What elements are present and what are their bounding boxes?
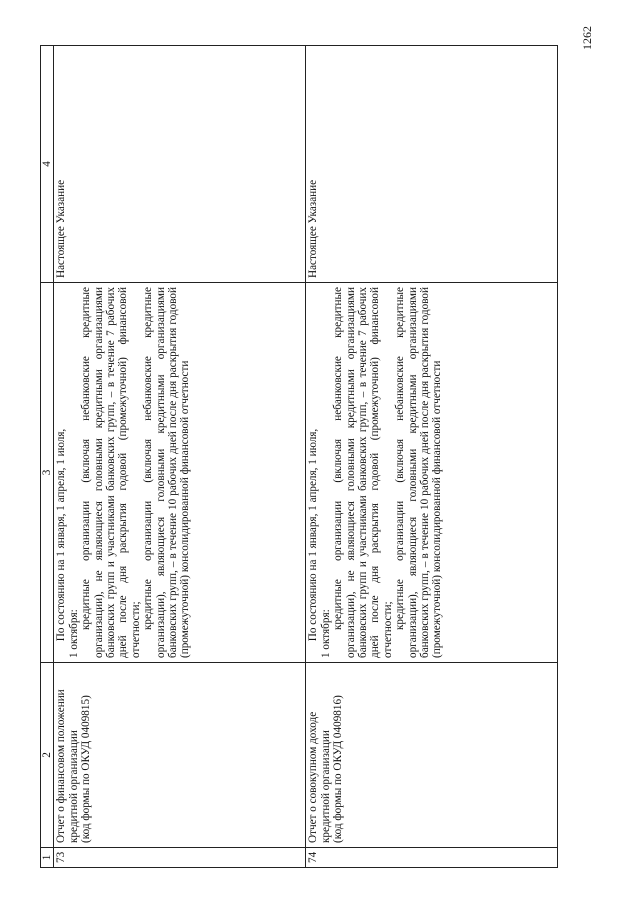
terms-paragraph: кредитные организации (включая небанковские кредитные организации), являющиеся головными кредитными организациями банковских групп, – в течение 10 рабочих дней после дня раскрытия годовой (промежуточной) консолидированной финансовой отчетности xyxy=(142,287,192,658)
form-code: (код формы по ОКУД 0409816) xyxy=(332,695,345,843)
reference-document: Настоящее Указание xyxy=(54,46,306,283)
terms-date: 1 октября: xyxy=(67,609,80,658)
column-header-1: 1 xyxy=(41,848,54,868)
column-header-2: 2 xyxy=(41,663,54,848)
column-header-4: 4 xyxy=(41,46,54,283)
terms-paragraph: кредитные организации (включая небанковские кредитные организации), являющиеся головными кредитными организациями банковских групп, – в течение 10 рабочих дней после дня раскрытия годовой (промежуточной) консолидированной финансовой отчетности xyxy=(394,287,444,658)
row-number: 74 xyxy=(306,848,558,868)
column-header-3: 3 xyxy=(41,283,54,663)
form-description xyxy=(306,663,558,848)
submission-terms xyxy=(306,283,558,663)
terms-paragraph: кредитные организации (включая небанковские кредитные организации), не являющиеся головными кредитными организациями банковских групп и участниками банковских групп, – в течение 7 рабочих дней после дня раскрытия годовой (промежуточной) финансовой отчетности; xyxy=(80,287,142,658)
form-name: Отчет о финансовом положении кредитной организации xyxy=(55,689,80,843)
terms-intro: По состоянию на 1 января, 1 апреля, 1 июля, xyxy=(55,428,68,642)
header-row xyxy=(41,46,54,868)
submission-terms xyxy=(54,283,306,663)
form-description xyxy=(54,663,306,848)
row-number: 73 xyxy=(54,848,306,868)
form-name: Отчет о совокупном доходе кредитной организации xyxy=(307,711,332,843)
reference-document: Настоящее Указание xyxy=(306,46,558,283)
rotated-table-container xyxy=(40,46,558,868)
reporting-forms-table xyxy=(40,45,558,868)
terms-intro: По состоянию на 1 января, 1 апреля, 1 июля, xyxy=(307,428,320,642)
form-code: (код формы по ОКУД 0409815) xyxy=(80,695,93,843)
terms-paragraph: кредитные организации (включая небанковские кредитные организации), не являющиеся головными кредитными организациями банковских групп и участниками банковских групп, – в течение 7 рабочих дней после дня раскрытия годовой (промежуточной) финансовой отчетности; xyxy=(332,287,394,658)
table-row xyxy=(306,46,558,868)
table-row xyxy=(54,46,306,868)
terms-date: 1 октября: xyxy=(319,609,332,658)
page-number: 1262 xyxy=(580,26,594,50)
